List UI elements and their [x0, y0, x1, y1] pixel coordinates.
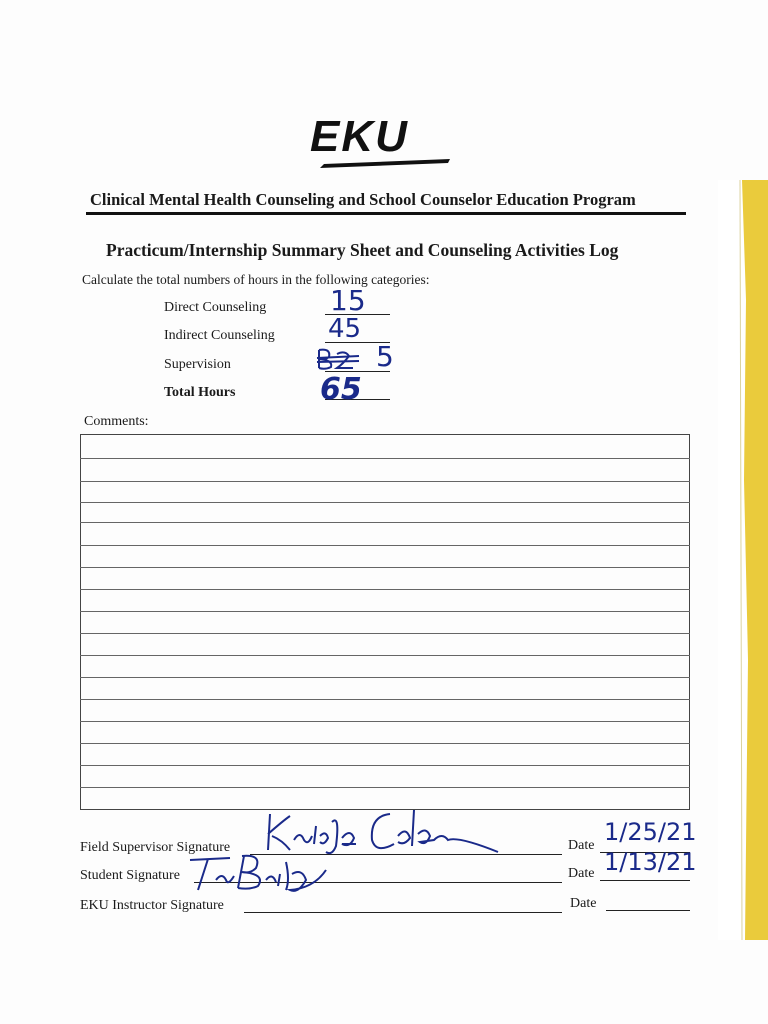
- comment-line: [80, 787, 690, 788]
- comment-line: [80, 611, 690, 612]
- field-supervisor-signature-label: Field Supervisor Signature: [80, 840, 231, 855]
- supervision-crossed-out-mark: [315, 346, 365, 372]
- sheet-title: Practicum/Internship Summary Sheet and Counseling Activities Log: [106, 240, 619, 260]
- comment-line: [80, 633, 690, 634]
- student-signature-label: Student Signature: [80, 868, 180, 883]
- student-signature-image: [186, 850, 336, 894]
- instructor-signature-label: EKU Instructor Signature: [80, 898, 224, 913]
- comment-line: [80, 458, 690, 459]
- instructor-date-line: [606, 910, 690, 911]
- comment-line: [80, 567, 690, 568]
- comment-line: [80, 743, 690, 744]
- category-label-indirect: Indirect Counseling: [164, 328, 275, 343]
- comment-line: [80, 655, 690, 656]
- category-label-total: Total Hours: [164, 385, 236, 400]
- comment-line: [80, 677, 690, 678]
- comment-line: [80, 522, 690, 523]
- comment-line: [80, 699, 690, 700]
- student-date-value: 1/13/21: [604, 848, 697, 876]
- title-divider: [86, 212, 686, 215]
- comment-line: [80, 545, 690, 546]
- instructions-text: Calculate the total numbers of hours in the following categories:: [82, 272, 430, 287]
- student-date-line: [600, 880, 690, 881]
- eku-logo-swoosh: [314, 156, 454, 170]
- comments-label: Comments:: [84, 414, 149, 429]
- instructor-date-label: Date: [570, 896, 597, 911]
- eku-logo-text: EKU: [310, 112, 409, 161]
- instructor-signature-line: [244, 912, 562, 913]
- category-label-supervision: Supervision: [164, 357, 231, 372]
- comment-line: [80, 589, 690, 590]
- comment-line: [80, 721, 690, 722]
- category-value-total: 65: [320, 372, 362, 407]
- program-title: Clinical Mental Health Counseling and School Counselor Education Program: [90, 190, 636, 209]
- comments-box: [80, 434, 690, 810]
- field-supervisor-date-value: 1/25/21: [604, 818, 697, 846]
- comment-line: [80, 502, 690, 503]
- comment-line: [80, 481, 690, 482]
- category-value-direct: 15: [330, 284, 366, 317]
- category-value-indirect: 45: [328, 314, 362, 344]
- field-supervisor-date-label: Date: [568, 838, 595, 853]
- student-date-label: Date: [568, 866, 595, 881]
- paper-edge-strip: [718, 180, 768, 940]
- comment-line: [80, 765, 690, 766]
- eku-logo: [310, 112, 460, 172]
- category-label-direct: Direct Counseling: [164, 300, 267, 315]
- category-value-supervision: 5: [376, 340, 394, 373]
